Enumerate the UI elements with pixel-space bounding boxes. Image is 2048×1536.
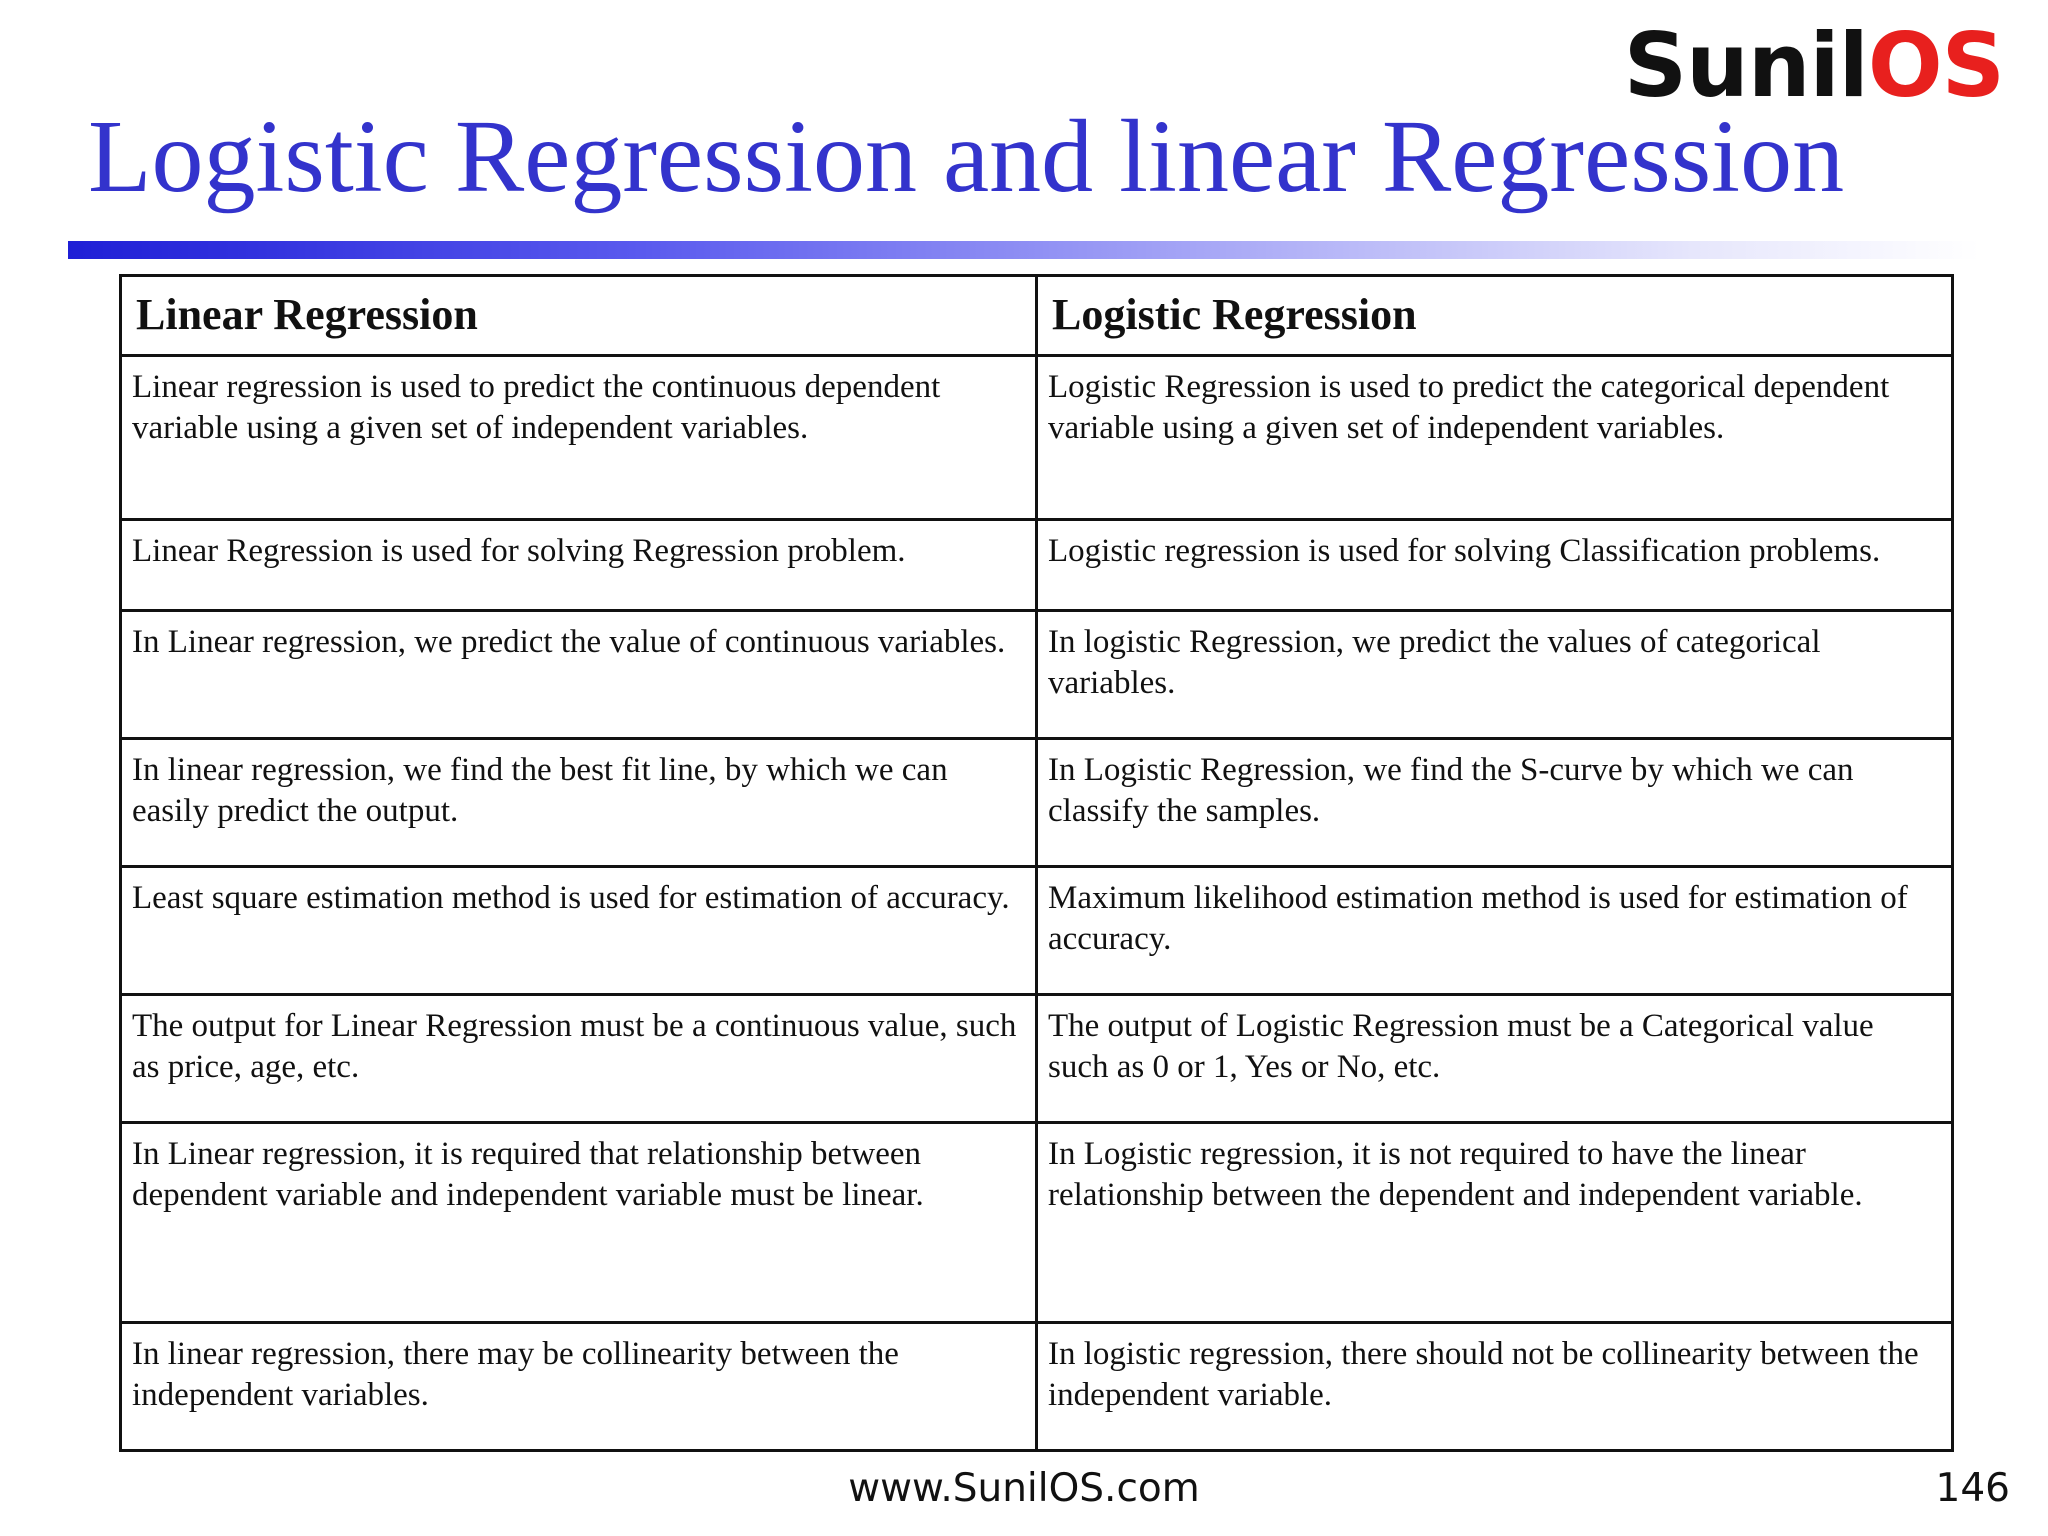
table-header-row (121, 276, 1953, 356)
slide-title: Logistic Regression and linear Regression (88, 99, 1845, 214)
linear-cell: The output for Linear Regression must be a continuous value, such as price, age, etc. (121, 995, 1037, 1123)
table-row (121, 1123, 1953, 1323)
linear-cell: Linear regression is used to predict the continuous dependent variable using a given set of independent variables. (121, 356, 1037, 520)
logistic-cell: Logistic regression is used for solving Classification problems. (1037, 520, 1953, 611)
logistic-cell: The output of Logistic Regression must be a Categorical value such as 0 or 1, Yes or No, etc. (1037, 995, 1953, 1123)
logistic-cell: In Logistic Regression, we find the S-curve by which we can classify the samples. (1037, 739, 1953, 867)
linear-cell: In Linear regression, we predict the value of continuous variables. (121, 611, 1037, 739)
logo-text-red: OS (1867, 14, 2004, 117)
table-row (121, 867, 1953, 995)
table-row (121, 995, 1953, 1123)
sunilos-logo (1623, 14, 2004, 117)
logistic-cell: Logistic Regression is used to predict the categorical dependent variable using a given set of independent variables. (1037, 356, 1953, 520)
header-logistic-regression: Logistic Regression (1037, 276, 1953, 356)
logistic-cell: In logistic Regression, we predict the values of categorical variables. (1037, 611, 1953, 739)
page-number: 146 (1935, 1466, 2010, 1511)
logo-text-dark: Sunil (1623, 14, 1868, 117)
logistic-cell: Maximum likelihood estimation method is used for estimation of accuracy. (1037, 867, 1953, 995)
linear-cell: Linear Regression is used for solving Regression problem. (121, 520, 1037, 611)
table-row (121, 739, 1953, 867)
linear-cell: Least square estimation method is used for estimation of accuracy. (121, 867, 1037, 995)
table-row (121, 356, 1953, 520)
linear-cell: In Linear regression, it is required that relationship between dependent variable and independent variable must be linear. (121, 1123, 1037, 1323)
title-underline-bar (68, 241, 1980, 259)
comparison-table (119, 274, 1954, 1452)
header-linear-regression: Linear Regression (121, 276, 1037, 356)
footer-url[interactable]: www.SunilOS.com (848, 1466, 1200, 1511)
logistic-cell: In logistic regression, there should not be collinearity between the independent variable. (1037, 1323, 1953, 1451)
table-row (121, 520, 1953, 611)
linear-cell: In linear regression, we find the best fit line, by which we can easily predict the output. (121, 739, 1037, 867)
logistic-cell: In Logistic regression, it is not required to have the linear relationship between the dependent and independent variable. (1037, 1123, 1953, 1323)
linear-cell: In linear regression, there may be collinearity between the independent variables. (121, 1323, 1037, 1451)
table-row (121, 1323, 1953, 1451)
table-row (121, 611, 1953, 739)
